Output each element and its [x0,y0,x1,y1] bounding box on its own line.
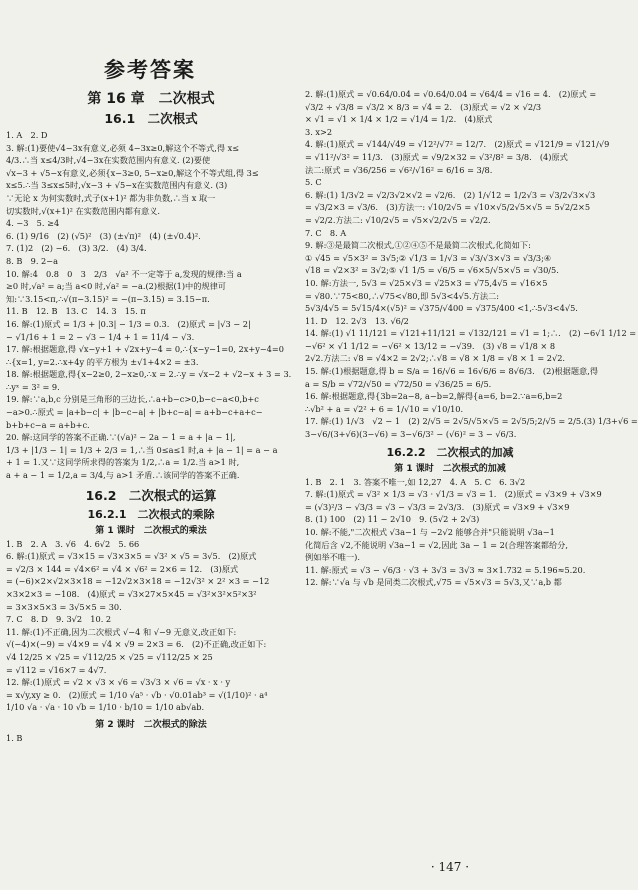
answer-line: = x√y,xy ≥ 0. (2)原式 = 1/10 √a⁵ · √b · √0.01ab³ = √(1/10)² · a⁴ [6,689,268,700]
answer-line: 6. (1) 9/16 (2) (√5)² (3) (±√π)² (4) (±√0.4)². [6,230,201,241]
answer-line: 4. −3 5. ≥4 [6,218,60,229]
answer-line: = (√3)²/3 − √3/3 = √3 − √3/3 = 2√3/3. (3)原式 = √3×9 + √3×9 [305,501,570,512]
answer-line: −√6² × √1 1/12 = −√6² × 13/12 = −√39. (3) √8 = √1/8 × 8 [305,340,556,351]
right-answers-block-2 [305,476,602,589]
answer-line: √(−4)×(−9) = √4×9 = √4 × √9 = 2×3 = 6. (2)不正确,改正如下: [6,639,267,650]
answer-line: √18 = √2×3² = 3√2;⑤ √1 1/5 = √6/5 = √6×5/√5×√5 = √30/5. [305,265,559,276]
page-title: 参考答案 [104,58,196,82]
left-answers-block-1 [6,129,296,482]
answer-line: 10. 解:方法一, 5√3 = √25×√3 = √25×3 = √75,4√5 = √16×5 [305,277,548,288]
answer-line: 切实数时,√(x+1)² 在实数范围内都有意义. [6,205,161,216]
right-answers-block-1 [305,88,638,441]
answer-line: = (−6)×2×√2×3×18 = −12√2×3×18 = −12√3² × 2² ×3 = −12 [6,576,270,587]
section-heading-16-1: 16.1 二次根式 [104,111,198,126]
answer-line: 7. (1)2 (2) −6. (3) 3/2. (4) 3/4. [6,243,147,254]
answer-line: 1. B [6,732,23,743]
answer-line: 16. 解:根据题意,得{3b=2a−8, a−b=2,解得{a=6, b=2.∵a=6,b=2 [305,391,563,402]
answer-line: 1. B 2. A 3. √6 4. 6√2 5. 66 [6,538,140,549]
answer-line: 1. B 2. 1 3. 答案不唯一,如 12,27 4. A 5. C 6. 3√2 [305,476,526,487]
answer-line: 法二:原式 = √36/256 = √6²/√16² = 6/16 = 3/8. [305,164,493,175]
left-column [6,88,296,745]
answer-line: 6. 解:(1) 1/3√2 = √2/3√2×√2 = √2/6. (2) 1/√12 = 1/2√3 = √3/2√3×√3 [305,189,596,200]
answer-line: 1/3 + |1/3 − 1| = 1/3 + 2/3 = 1,∴当 0≤a≤1 时,a + |a − 1| = a − a [6,444,278,455]
chapter-heading: 第 16 章 二次根式 [87,91,215,107]
answer-line: 17. 解:(1) 1/√3 √2 − 1 (2) 2/√5 = 2√5/√5×√5 = 2√5/5;2/√5 = 2/5.(3) 1/3+√6 = [305,416,638,427]
left-answers-block-2 [6,538,296,714]
answer-line: 7. C 8. A [305,227,347,238]
answer-line: 2. 解:(1)原式 = √0.64/0.04 = √0.64/0.04 = √64/4 = √16 = 4. (2)原式 = [305,89,597,99]
answer-line: 1. A 2. D [6,130,48,140]
answer-line: 例如举不唯一). [305,552,360,563]
answer-line: a + a − 1 = 1/2,a = 3/4,与 a>1 矛盾.∴该同学的答案不正确. [6,470,240,481]
lesson-heading-2: 第 2 课时 二次根式的除法 [95,719,207,730]
answer-line: 17. 解:根据题意,得 √x−y+1 + √2x+y−4 = 0,∴{x−y−1=0, 2x+y−4=0 [6,344,284,355]
answer-line: 16. 解:(1)原式 = 1/3 + |0.3| − 1/3 = 0.3. (2)原式 = |√3 − 2| [6,318,251,329]
answer-line: = √80.∵75<80,∴√75<√80,即 5√3<4√5.方法二: [305,290,499,301]
answer-line: = √2/3 × 144 = √4×6² = √4 × √6² = 2×6 = 12. (3)原式 [6,563,239,574]
answer-line: ≥0 时,√a² = a;当 a<0 时,√a² = −a.(2)根据(1)中的规律可 [6,281,226,292]
answer-line: a = S/b = √72/√50 = √72/50 = √36/25 = 6/5. [305,378,492,389]
answer-line: 3. x>2 [305,126,333,137]
lesson-heading-3: 第 1 课时 二次根式的加减 [394,463,506,474]
answer-line: 11. 解:原式 = √3 − √6/3 · √3 + 3√3 = 3√3 ≈ 3×1.732 = 5.196≈5.20. [305,564,586,575]
answer-line: 7. 解:(1)原式 = √3² × 1/3 = √3 · √1/3 = √3 = 1. (2)原式 = √3×9 + √3×9 [305,489,602,500]
answer-line: 8. B 9. 2−a [6,255,58,266]
answer-line: ×3×2×3 = −108. (4)原式 = √3×27×5×45 = √3²×3²×5²×3² [6,589,257,599]
subsection-heading-16-2-2: 16.2.2 二次根式的加减 [386,445,514,459]
answer-line: 6. 解:(1)原式 = √3×15 = √3×3×5 = √3² × √5 = 3√5. (2)原式 [6,551,257,562]
answer-line: ∴√b² + a = √2² + 6 = 1/√10 = √10/10. [305,403,464,414]
answer-line: √x−3 + √5−x有意义,必须{x−3≥0, 5−x≥0,解这个不等式组,得 3≤ [6,167,259,178]
subsection-heading-16-2-1: 16.2.1 二次根式的乘除 [87,507,215,521]
answer-line: 10. 解:4 0.8 0 3 2/3 √a² 不一定等于 a,发现的规律:当 a [6,268,242,279]
answer-line: 知:∵3.15<π,∴√(π−3.15)² = −(π−3.15) = 3.15−π. [6,293,210,304]
answer-line: 14. 解:(1) √1 11/121 = √121+11/121 = √132/121 = √1 = 1;∴. (2) −6√1 1/12 = [305,328,637,339]
answer-line: 18. 解:根据题意,得{x−2≥0, 2−x≥0,∴x = 2.∴y = √x−2 + √2−x + 3 = 3. [6,369,292,380]
answer-line: 2√2.方法二: √8 = √4×2 = 2√2;∴√8 = √8 × 1/8 = √8 × 1 = 2√2. [305,353,566,364]
answer-line: × √1 = √1 × 1/4 × 1/2 = √1/4 = 1/2. (4)原式 [305,114,493,125]
answer-line: 3. 解:(1)要使√4−3x有意义,必须 4−3x≥0,解这个不等式,得 x≤ [6,142,240,153]
answer-line: 19. 解:∵a,b,c 分别是三角形的三边长,∴a+b−c>0,b−c−a<0,b+c [6,394,259,405]
answer-line: 11. 解:(1)不正确,因为二次根式 √−4 和 √−9 无意义,改正如下: [6,626,237,637]
answer-line: = 3×3×5×3 = 3√5×5 = 30. [6,601,122,612]
answer-line: 5. C [305,177,322,188]
answer-line: 1/10 √a · √a · 10 √b = 1/10 · b/10 = 1/10 ab√ab. [6,702,205,713]
section-heading-16-2: 16.2 二次根式的运算 [85,487,217,503]
answer-line: = √2/2.方法二: √10/2√5 = √5×√2/2√5 = √2/2. [305,214,491,225]
answer-line: ∵无论 x 为何实数时,式子(x+1)² 都为非负数,∴当 x 取一 [6,192,216,203]
answer-line: −a>0.∴原式 = |a+b−c| + |b−c−a| + |b+c−a| = a+b−c+a+c− [6,407,263,418]
answer-line: 7. C 8. D 9. 3√2 10. 2 [6,614,112,625]
answer-line: 12. 解:∵√a 与 √b 是同类二次根式,√75 = √5×√3 = 5√3,又∵a,b 都 [305,577,562,588]
answer-line: = √3/2×3 = √3/6. (3)方法一: √10/2√5 = √10×√5/2√5×√5 = 5√2/2×5 [305,202,591,213]
answer-line: 4/3.∴当 x≤4/3时,√4−3x在实数范围内有意义. (2)要使 [6,155,211,166]
answer-line: 12. 解:(1)原式 = √2 × √3 × √6 = √3√3 × √6 = √x · x · y [6,677,231,688]
answer-line: = √11²/√3² = 11/3. (3)原式 = √9/2×32 = √3²/8² = 3/8. (4)原式 [305,151,568,162]
answer-line: + 1 = 1.又∵这同学所求得的答案为 1/2,∴a = 1/2.当 a>1 时, [6,457,240,468]
answer-line: 4. 解:(1)原式 = √144/√49 = √12²/√7² = 12/7. (2)原式 = √121/9 = √121/√9 [305,139,610,150]
answer-line: b+b+c−a = a+b+c. [6,419,90,430]
answer-line: 化简后含 √2,不能说明 √3a−1 = √2,因此 3a − 1 = 2(合理答案都给分, [305,539,568,550]
answer-line: 9. 解:③是最简二次根式,①②④⑤不是最简二次根式,化简如下: [305,240,531,251]
answer-line: − √1/16 + 1 = 2 − √3 − 1/4 + 1 = 11/4 − √3. [6,331,195,342]
answer-line: ① √45 = √5×3² = 3√5;② √1/3 = 1/√3 = √3/√3×√3 = √3/3;④ [305,252,552,263]
answer-line: 10. 解:不能,"二次根式 √3a−1 与 −2√2 能够合并"只能说明 √3a−1 [305,527,555,537]
left-answers-block-3 [6,732,296,745]
answer-line: x≤5.∴当 3≤x≤5时,√x−3 + √5−x在实数范围内有意义. (3) [6,180,228,191]
answer-line: ∴yˣ = 3² = 9. [6,381,60,392]
right-column [305,88,638,589]
answer-line: 20. 解:这同学的答案不正确.∵(√a)² − 2a − 1 = a + |a − 1|, [6,432,236,443]
lesson-heading-1: 第 1 课时 二次根式的乘法 [95,525,207,536]
answer-line: 3−√6/(3+√6)(3−√6) = 3−√6/3² − (√6)² = 3 − √6/3. [305,429,517,440]
answer-line: ∴{x=1, y=2.∴x+4y 的平方根为 ±√1+4×2 = ±3. [6,356,199,367]
answer-line: √4 12/25 × √25 = √112/25 × √25 = √112/25 × 25 [6,651,213,662]
answer-line: 5√3/4√5 = 5√15/4×(√5)² = √375/√400 = √375/400 <1,∴5√3<4√5. [305,303,578,314]
answer-line: 11. D 12. 2√3 13. √6/2 [305,315,409,326]
answer-line: = √112 = √16×7 = 4√7. [6,664,107,675]
answer-line: 15. 解:(1)根据题意,得 b = S/a = 16/√6 = 16√6/6 = 8√6/3. (2)根据题意,得 [305,366,599,377]
page-number: · 147 · [430,860,470,874]
answer-line: 11. B 12. B 13. C 14. 3 15. π [6,306,146,317]
answer-line: √3/2 ÷ √3/8 = √3/2 × 8/3 = √4 = 2. (3)原式 = √2 × √2/3 [305,101,542,112]
answer-line: 8. (1) 100 (2) 11 − 2√10 9. (5√2 + 2√3) [305,514,480,525]
